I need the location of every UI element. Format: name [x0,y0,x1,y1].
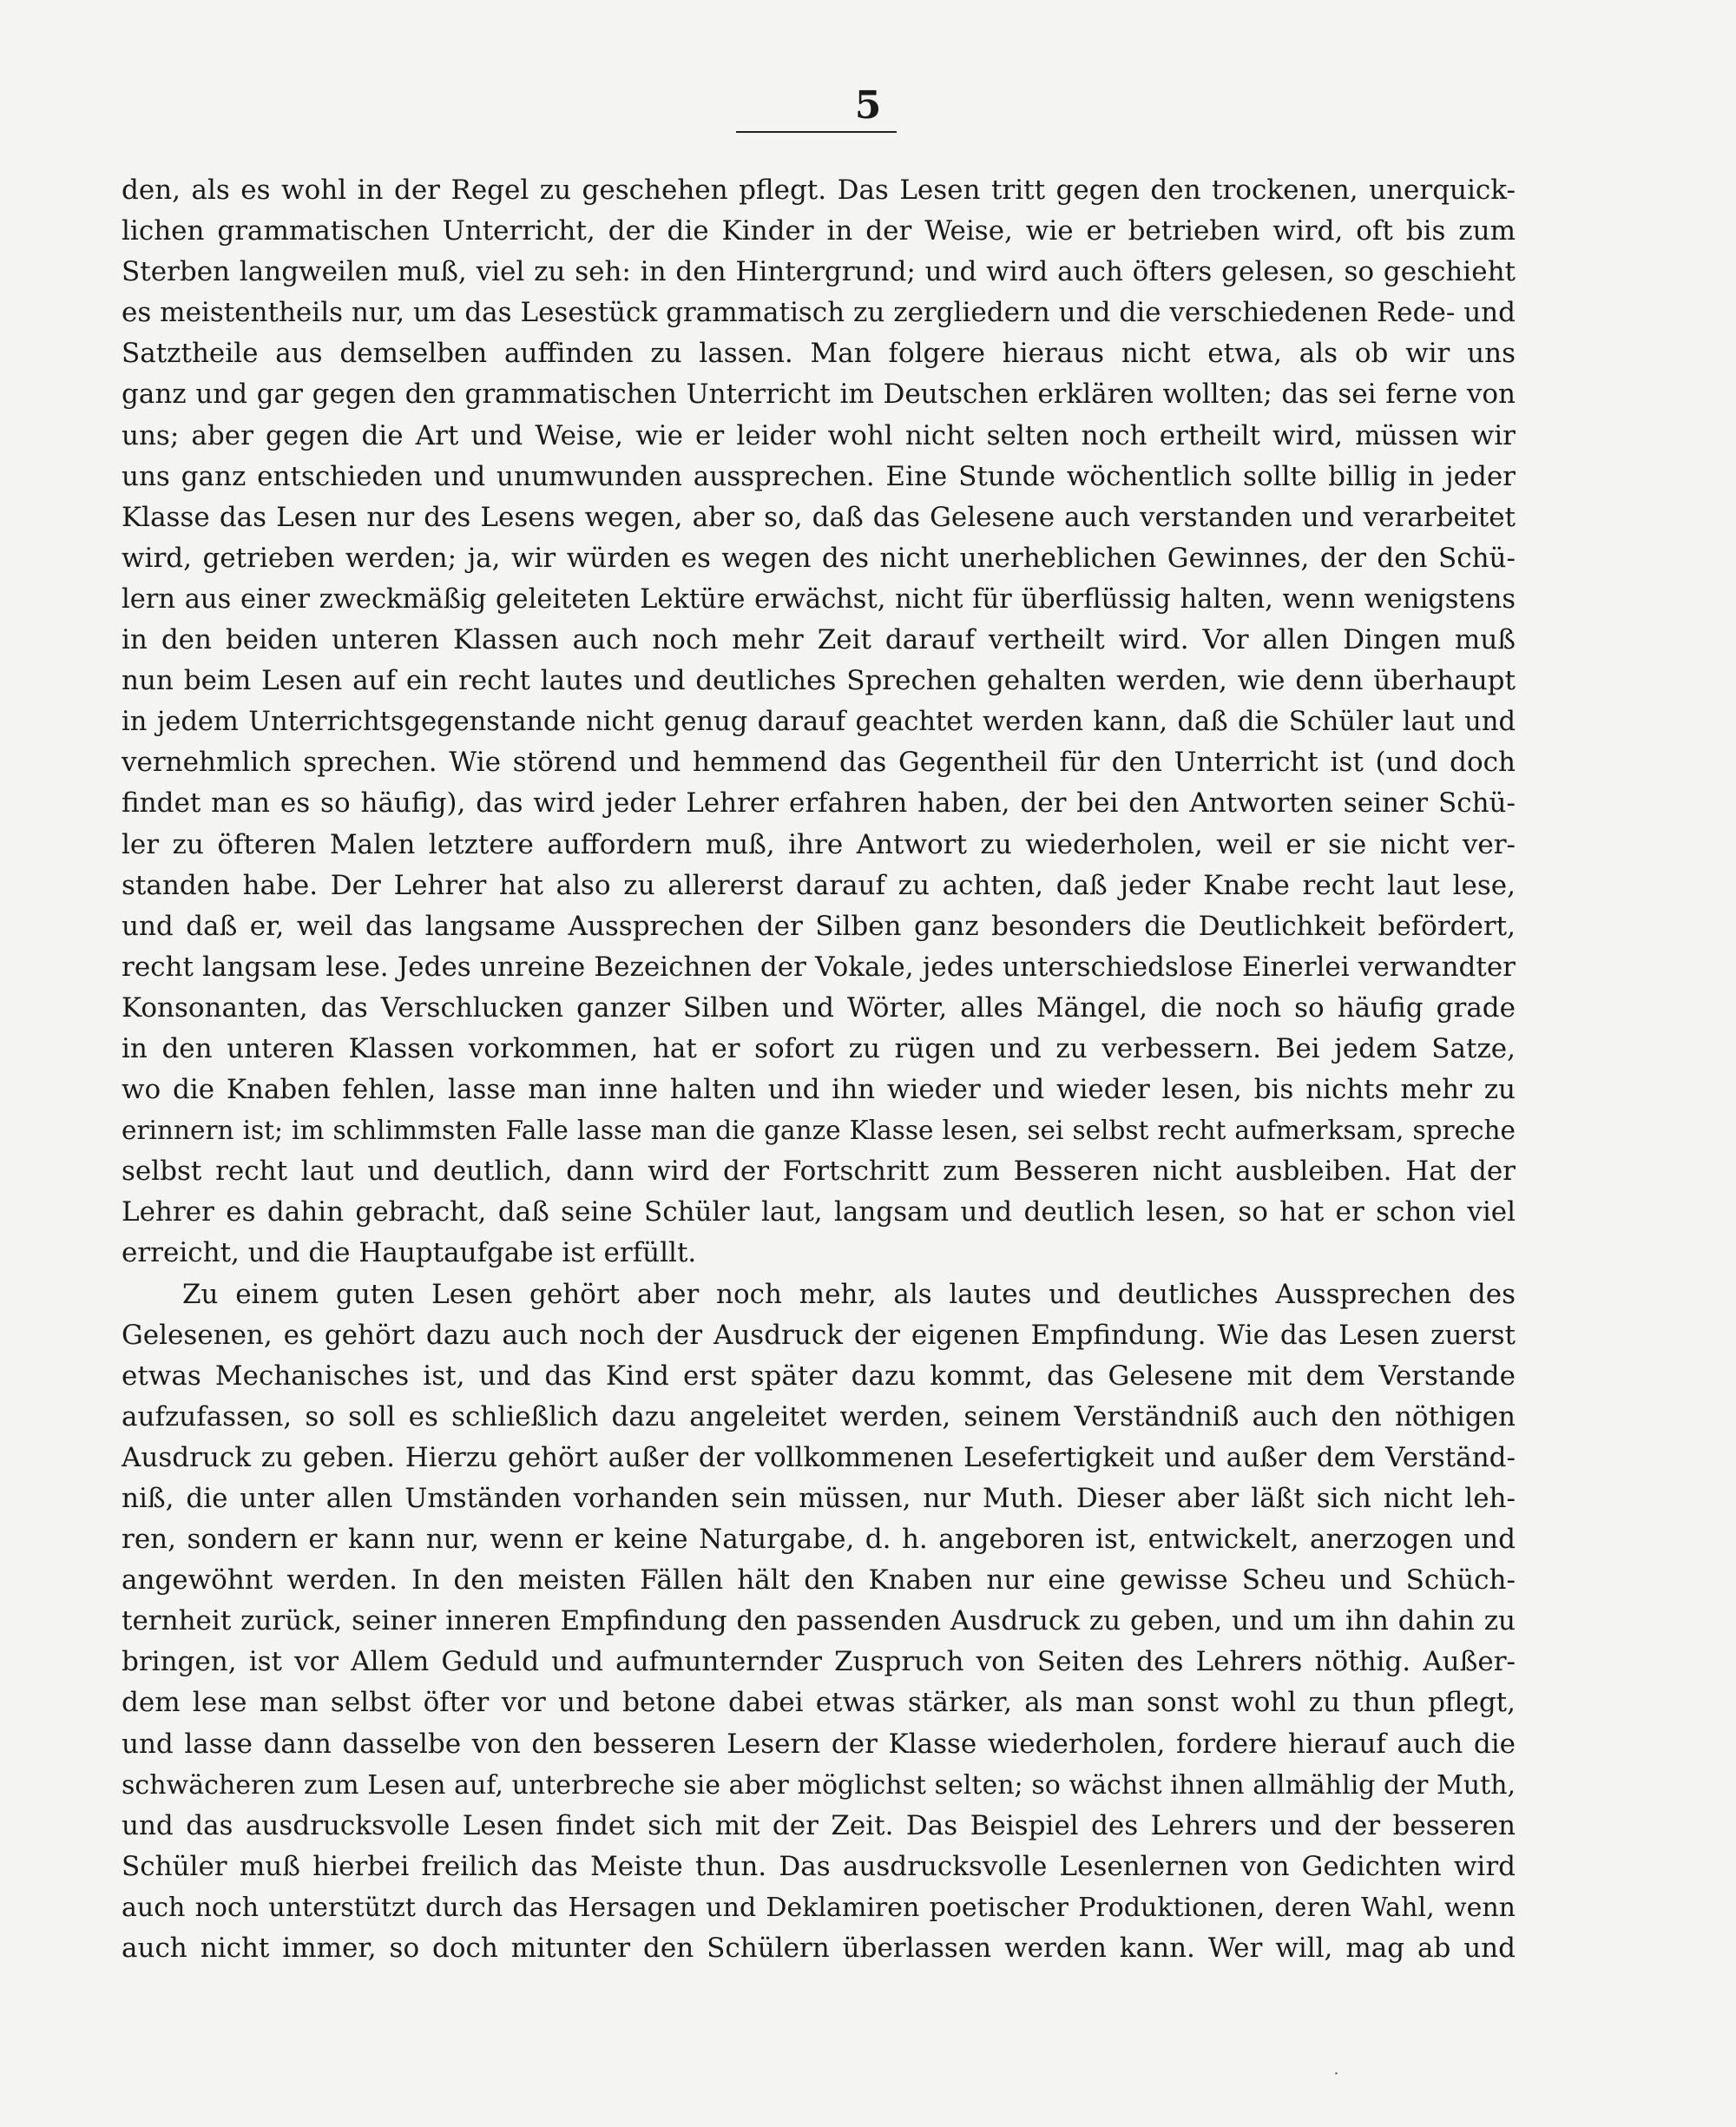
page-number: 5 [854,83,882,128]
text-line: Ausdruck zu geben. Hierzu gehört außer der vollkommenen Lesefertigkeit und außer dem Verständ- [122,1441,1516,1473]
text-line: Satztheile aus demselben auffinden zu lassen. Man folgere hieraus nicht etwa, als ob wir uns [122,338,1516,370]
text-line: Lehrer es dahin gebracht, daß seine Schüler laut, langsam und deutlich lesen, so hat er schon viel [122,1196,1516,1228]
text-line: etwas Mechanisches ist, und das Kind erst später dazu kommt, das Gelesene mit dem Verstande [122,1360,1516,1392]
text-line: standen habe. Der Lehrer hat also zu allererst darauf zu achten, daß jeder Knabe recht laut lese, [122,869,1516,901]
text-line: erreicht, und die Hauptaufgabe ist erfüllt. [122,1237,697,1269]
text-line: aufzufassen, so soll es schließlich dazu angeleitet werden, seinem Verständniß auch den nöthigen [122,1400,1516,1432]
text-line: in den unteren Klassen vorkommen, hat er sofort zu rügen und zu verbessern. Bei jedem Satze, [122,1032,1516,1064]
text-line: angewöhnt werden. In den meisten Fällen hält den Knaben nur eine gewisse Scheu und Schüch- [122,1564,1516,1597]
text-line: selbst recht laut und deutlich, dann wird der Fortschritt zum Besseren nicht ausbleiben. Hat der [122,1156,1516,1188]
text-line: Sterben langweilen muß, viel zu seh: in den Hintergrund; und wird auch öfters gelesen, so geschieht [122,256,1516,288]
text-line: nun beim Lesen auf ein recht lautes und deutliches Sprechen gehalten werden, wie denn überhaupt [122,665,1516,697]
text-line: uns; aber gegen die Art und Weise, wie er leider wohl nicht selten noch ertheilt wird, müssen wir [122,419,1516,451]
text-line: ganz und gar gegen den grammatischen Unterricht im Deutschen erklären wollten; das sei ferne von [122,379,1516,411]
text-line: den, als es wohl in der Regel zu geschehen pflegt. Das Lesen tritt gegen den trockenen, unerquick- [122,175,1516,206]
text-line: ternheit zurück, seiner inneren Empfindung den passenden Ausdruck zu geben, und um ihn dahin zu [122,1605,1516,1637]
text-line: und das ausdrucksvolle Lesen findet sich mit der Zeit. Das Beispiel des Lehrers und der besseren [122,1809,1516,1841]
text-line: lichen grammatischen Unterricht, der die Kinder in der Weise, wie er betrieben wird, oft bis zum [122,215,1516,247]
text-line: findet man es so häufig), das wird jeder Lehrer erfahren haben, der bei den Antworten seiner Schü- [122,787,1516,820]
text-line: in den beiden unteren Klassen auch noch mehr Zeit darauf vertheilt wird. Vor allen Dingen muß [122,624,1516,656]
text-line: ren, sondern er kann nur, wenn er keine Naturgabe, d. h. angeboren ist, entwickelt, anerzogen und [122,1524,1516,1556]
text-line: und daß er, weil das langsame Aussprechen der Silben ganz besonders die Deutlichkeit befördert, [122,910,1516,942]
text-line: recht langsam lese. Jedes unreine Bezeichnen der Vokale, jedes unterschiedslose Einerlei verwandter [122,951,1516,983]
text-line: vernehmlich sprechen. Wie störend und hemmend das Gegentheil für den Unterricht ist (und doch [122,747,1516,779]
text-line: und lasse dann dasselbe von den besseren Lesern der Klasse wiederholen, fordere hierauf auch die [122,1728,1516,1760]
text-line: es meistentheils nur, um das Lesestück grammatisch zu zergliedern und die verschiedenen Rede- und [122,297,1516,329]
text-line: Gelesenen, es gehört dazu auch noch der Ausdruck der eigenen Empfindung. Wie das Lesen zuerst [122,1319,1516,1351]
text-line: wird, getrieben werden; ja, wir würden es wegen des nicht unerheblichen Gewinnes, der den Schü- [122,542,1516,574]
text-line: Konsonanten, das Verschlucken ganzer Silben und Wörter, alles Mängel, die noch so häufig grade [122,991,1516,1024]
text-line: lern aus einer zweckmäßig geleiteten Lektüre erwächst, nicht für überflüssig halten, wenn wenigstens [122,583,1516,615]
text-line: niß, die unter allen Umständen vorhanden sein müssen, nur Muth. Dieser aber läßt sich nicht leh- [122,1483,1516,1514]
text-line: erinnern ist; im schlimmsten Falle lasse man die ganze Klasse lesen, sei selbst recht aufmerksam, spreche [122,1116,1516,1146]
text-line: bringen, ist vor Allem Geduld und aufmunternder Zuspruch von Seiten des Lehrers nöthig. Außer- [122,1646,1516,1678]
text-line: wo die Knaben fehlen, lasse man inne halten und ihn wieder und wieder lesen, bis nichts mehr zu [122,1074,1516,1106]
scan-speck: ˙ [1332,2071,1341,2092]
text-line: schwächeren zum Lesen auf, unterbreche sie aber möglichst selten; so wächst ihnen allmählig der Muth, [122,1769,1516,1801]
text-line: Schüler muß hierbei freilich das Meiste thun. Das ausdrucksvolle Lesenlernen von Gedichten wird [122,1850,1516,1882]
text-line: in jedem Unterrichtsgegenstande nicht genug darauf geachtet werden kann, daß die Schüler laut und [122,707,1516,738]
text-line: ler zu öfteren Malen letztere auffordern muß, ihre Antwort zu wiederholen, weil er sie nicht ver- [122,828,1516,860]
text-line: dem lese man selbst öfter vor und betone dabei etwas stärker, als man sonst wohl zu thun pflegt, [122,1687,1516,1719]
body-text [122,170,1516,1969]
header-rule [736,131,897,133]
text-line: Klasse das Lesen nur des Lesens wegen, aber so, daß das Gelesene auch verstanden und verarbeitet [122,501,1516,533]
text-line: auch nicht immer, so doch mitunter den Schülern überlassen werden kann. Wer will, mag ab und [122,1933,1516,1965]
text-line: uns ganz entschieden und unumwunden aussprechen. Eine Stunde wöchentlich sollte billig in jeder [122,460,1516,492]
text-line: auch noch unterstützt durch das Hersagen und Deklamiren poetischer Produktionen, deren Wahl, wenn [122,1892,1516,1923]
text-line: Zu einem guten Lesen gehört aber noch mehr, als lautes und deutliches Aussprechen des [182,1278,1516,1310]
